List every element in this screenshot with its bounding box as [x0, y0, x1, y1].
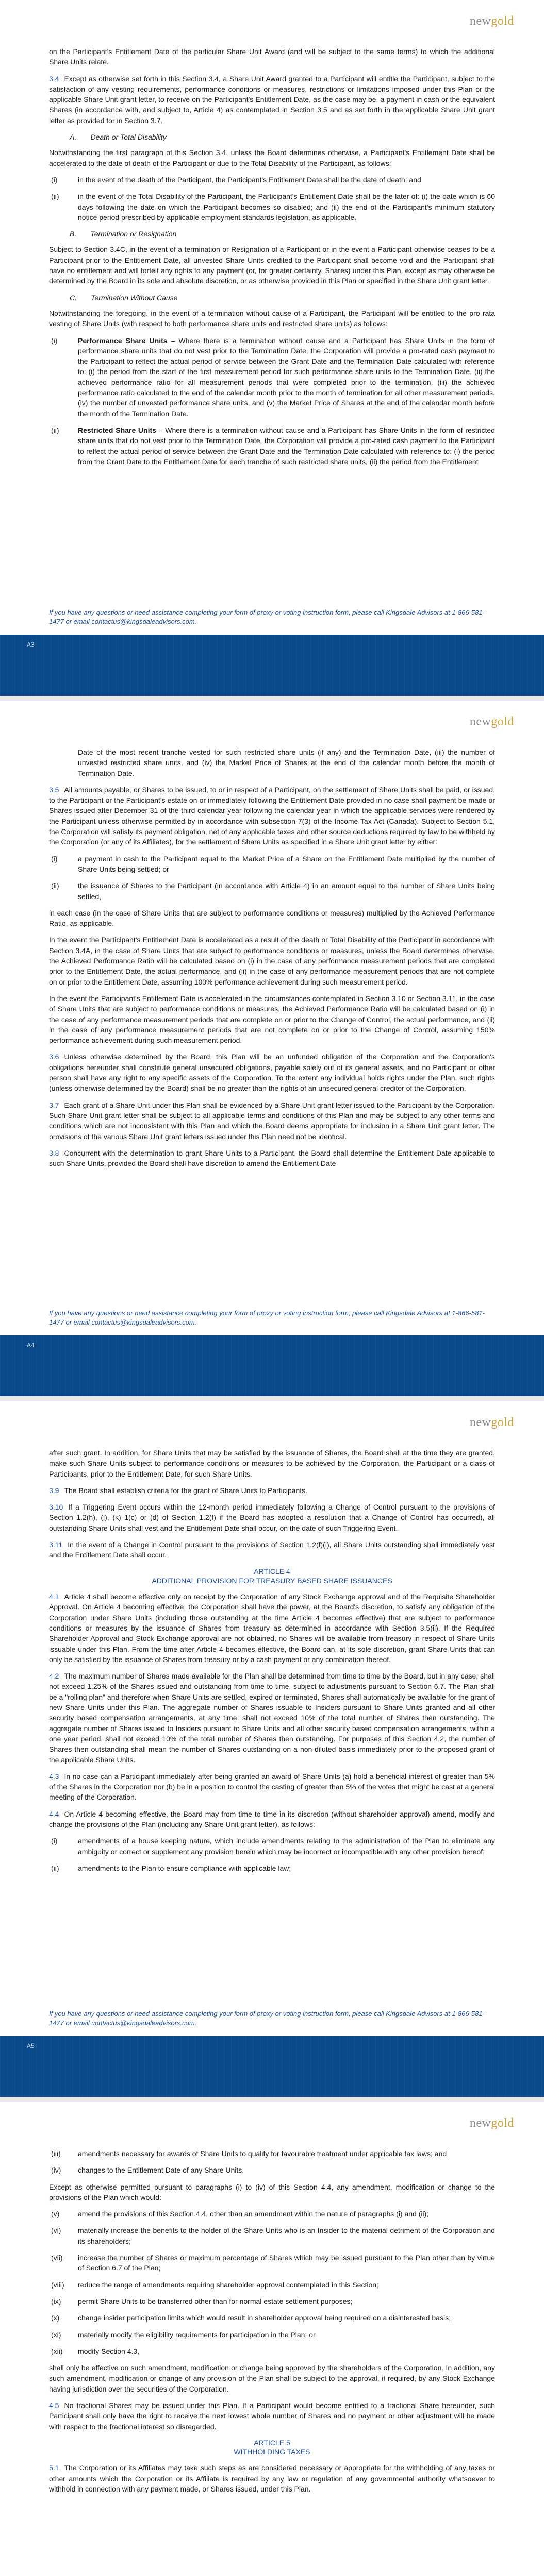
page-number: A4 [27, 1342, 35, 1349]
list-item: (xii) modify Section 4.3, [51, 2347, 140, 2355]
list-item: (v) amend the provisions of this Section 4.4, other than an amendment within the nature of paragraphs (i) and (ii); [51, 2210, 429, 2218]
section-4-1: 4.1 Article 4 shall become effective only on receipt by the Corporation of any Stock Exchange approval and of the Requisite Shareholder Approval. On Article 4 becoming effective, the Corporation shall have the power, at the Board's discretion, to satisfy any obligation of the Corporation under Share Units (including those outstanding at the time Article 4 becomes effective) that are subject to performance conditions or measures by the issuance of Shares from treasury as determined in accordance with Section 3.5(ii). If the Required Shareholder Approval and Stock Exchange approval are not obtained, no Shares will be available from treasury in respect of Share Units issuable under this Plan. From the time after Article 4 becomes effective, the Board can, at its sole discretion, grant Share Units that can only be satisfied by the issuance of Shares from treasury or by a cash payment or any combination thereof. [49, 1592, 495, 1664]
list-item: (i) amendments of a house keeping nature, which include amendments relating to the administration of the Plan to eliminate any ambiguity or correct or supplement any provision herein which may be incorrect or incompatible with any other provision hereof; [51, 1837, 495, 1856]
document-page [0, 701, 544, 1396]
company-logo: newgold [469, 2116, 514, 2130]
section-3-9: 3.9 The Board shall establish criteria for the grant of Share Units to Participants. [49, 1486, 308, 1495]
paragraph: in each case (in the case of Share Units that are subject to performance conditions or measures) multiplied by the Achieved Performance Ratio, as applicable. [49, 908, 495, 928]
page-content [49, 2148, 495, 2500]
help-note: If you have any questions or need assistance completing your form of proxy or voting instruction form, please call Kingsdale Advisors at 1-866-581-1477 or email contactus@kingsdaleadvisors.com. [49, 608, 485, 626]
help-note: If you have any questions or need assistance completing your form of proxy or voting instruction form, please call Kingsdale Advisors at 1-866-581-1477 or email contactus@kingsdaleadvisors.com. [49, 1309, 485, 1327]
list-item: (ii) the issuance of Shares to the Participant (in accordance with Article 4) in an amount equal to the number of Share Units being settled, [51, 882, 495, 901]
list-item: (iv) changes to the Entitlement Date of any Share Units. [51, 2166, 244, 2175]
list-item: (i) a payment in cash to the Participant equal to the Market Price of a Share on the Entitlement Date multiplied by the number of Share Units being settled; or [51, 854, 495, 873]
section-4-5: 4.5 No fractional Shares may be issued under this Plan. If a Participant would become entitled to a fractional Share hereunder, such Participant shall only have the right to receive the next lowest whole number of Shares and no payment or other adjustment will be made with respect to the fractional interest so disregarded. [49, 2401, 495, 2431]
help-note: If you have any questions or need assistance completing your form of proxy or voting instruction form, please call Kingsdale Advisors at 1-866-581-1477 or email contactus@kingsdaleadvisors.com. [49, 2010, 485, 2027]
company-logo: newgold [469, 1416, 514, 1429]
article-heading: ARTICLE 5 WITHHOLDING TAXES [234, 2438, 310, 2456]
list-item: (ix) permit Share Units to be transferred other than for normal estate settlement purposes; [51, 2297, 353, 2306]
subheading: B. Termination or Resignation [70, 230, 177, 239]
list-item: (ii) Restricted Share Units – Where there is a termination without cause and a Participant has Share Units in the form of restricted share units that do not vest prior to the Termination Date, the Corporation will provide a pro-rated cash payment to the Participant to reflect the actual period of service between the Grant Date and the Termination Date calculated with reference to: (i) the period from the Grant Date to the Entitlement Date for each tranche of such restricted share units, (ii) the period from the Entitlement [51, 426, 495, 466]
section-3-11: 3.11 In the event of a Change in Control pursuant to the provisions of Section 1.2(f)(i), all Share Units outstanding shall immediately vest and the Entitlement Date shall occur. [49, 1540, 495, 1560]
paragraph: on the Participant's Entitlement Date of the particular Share Unit Award (and will be subject to the same terms) to which the additional Share Units relate. [49, 47, 495, 66]
section-3-7: 3.7 Each grant of a Share Unit under this Plan shall be evidenced by a Share Unit grant letter issued to the Participant by the Corporation. Such Share Unit grant letter shall be subject to all applicable terms and conditions of this Plan and may be subject to any other terms and conditions which are not inconsistent with this Plan and which the Board deems appropriate for inclusion in a Share Unit grant letter. The provisions of the various Share Unit grant letters issued under this Plan need not be identical. [49, 1100, 495, 1141]
paragraph: after such grant. In addition, for Share Units that may be satisfied by the issuance of Shares, the Board shall at the time they are granted, make such Share Units subject to performance conditions or measures to be achieved by the Corporation, the Participant or a class of Participants, prior to the Entitlement Date, for such Share Units. [49, 1449, 495, 1478]
footer-banner [0, 1335, 544, 1396]
page-content [49, 46, 495, 473]
page-content [49, 747, 495, 1175]
document-page [0, 1401, 544, 2097]
section-4-3: 4.3 In no case can a Participant immediately after being granted an award of Share Units (a) hold a beneficial interest of greater than 5% of the Shares in the Corporation nor (b) be in a position to control the casting of greater than 5% of the votes that might be cast at a general meeting of the Corporation. [49, 1772, 495, 1802]
paragraph: shall only be effective on such amendment, modification or change being approved by the shareholders of the Corporation. In addition, any such amendment, modification or change of any provision of the Plan shall be subject to the approval, if required, by any Stock Exchange having jurisdiction over the securities of the Corporation. [49, 2364, 495, 2393]
list-item: (ii) amendments to the Plan to ensure compliance with applicable law; [51, 1863, 291, 1872]
paragraph: In the event the Participant's Entitlement Date is accelerated as a result of the death or Total Disability of the Participant in accordance with Section 3.4A, in the case of Share Units that are subject to performance conditions or measures, unless the Board determines otherwise, the Achieved Performance Ratio will be calculated based on (i) in the case of any performance measurement periods that are completed prior to the Entitlement Date, the actual performance, and (ii) in the case of any performance measurement periods that are not complete on or prior to the Entitlement Date, assuming 100% performance achievement during such measurement period. [49, 936, 495, 986]
list-item: (iii) amendments necessary for awards of Share Units to qualify for favourable treatment under applicable tax laws; and [51, 2149, 447, 2158]
article-heading: ARTICLE 4 ADDITIONAL PROVISION FOR TREASURY BASED SHARE ISSUANCES [152, 1567, 392, 1585]
company-logo: newgold [469, 14, 514, 28]
footer-banner [0, 2036, 544, 2097]
section-5-1: 5.1 The Corporation or its Affiliates may take such steps as are considered necessary or appropriate for the withholding of any taxes or other amounts which the Corporation or its Affiliate is required by any law or regulation of any governmental authority whatsoever to withhold in connection with any payment made, or Shares issued, under this Plan. [49, 2464, 495, 2493]
list-item: (ii) in the event of the Total Disability of the Participant, the Participant's Entitlement Date shall be the later of: (i) the date which is 60 days following the date on which the Participant becomes so disabled; and (ii) the end of the Participant's minimum statutory notice period prescribed by applicable employment standards legislation, as applicable. [51, 192, 495, 222]
paragraph: In the event the Participant's Entitlement Date is accelerated in the circumstances contemplated in Section 3.10 or Section 3.11, in the case of Share Units that are subject to performance conditions or measures, the Achieved Performance Ratio will be calculated based on (i) in the case of any performance measurement periods that are complete on or prior to the Change of Control, the actual performance, and (ii) in the case of any performance measurement periods that are not complete on or prior to the Change of Control, assuming 150% performance achievement during such measurement period. [49, 994, 495, 1045]
list-item: (xi) materially modify the eligibility requirements for participation in the Plan; or [51, 2330, 316, 2339]
section-3-5: 3.5 All amounts payable, or Shares to be issued, to or in respect of a Participant, on the settlement of Share Units shall be paid, or issued, to the Participant or the Participant's estate on or immediately following the Entitlement Date provided in no case shall payment be made or Shares issued after December 31 of the third calendar year following the calendar year in which the applicable services were rendered by the Participant unless otherwise permitted by in accordance with subsection 7(3) of the Income Tax Act (Canada). Subject to Section 5.1, the Corporation will satisfy its payment obligation, net of any applicable taxes and other source deductions required by law to be withheld by the Corporation (or any of its Affiliates), for the settlement of Share Units as specified in a Share Unit grant letter by either: [49, 785, 495, 846]
list-item: (i) Performance Share Units – Where there is a termination without cause and a Participant has Share Units in the form of performance share units that do not vest prior to the Termination Date, the Corporation will provide a pro-rated cash payment to the Participant to reflect the actual period of service between the Grant Date and the Termination Date calculated with reference to: (i) the period from the start of the first measurement period for such performance share units to the Termination Date, (ii) the achieved performance ratio for all measurement periods that were completed prior to the termination, (iii) the achieved performance ratio calculated to the end of the calendar month prior to the month of termination for all other measurement periods, (iv) the number of unvested performance share units, and (v) the Market Price of Shares at the end of the calendar month before the month of the Termination Date. [51, 336, 495, 418]
paragraph: Notwithstanding the first paragraph of this Section 3.4, unless the Board determines otherwise, a Participant's Entitlement Date shall be accelerated to the date of death of the Participant or due to the Total Disability of the Participant, as follows: [49, 148, 495, 167]
list-item: (i) in the event of the death of the Participant, the Participant's Entitlement Date shall be the date of death; and [51, 175, 421, 184]
section-3-4: 3.4 Except as otherwise set forth in this Section 3.4, a Share Unit Award granted to a Participant will entitle the Participant, subject to the satisfaction of any vesting requirements, performance conditions or measures, restrictions or limitations imposed under this Plan or the applicable Share Unit grant letter, to receive on the Participant's Entitlement Date, as the case may be, a payment in cash or the equivalent Shares (in accordance with, and subject to, Article 4) as contemplated in Section 3.5 and as set forth in the applicable Share Unit grant letter as provided for in Section 3.7. [49, 74, 495, 125]
section-3-8: 3.8 Concurrent with the determination to grant Share Units to a Participant, the Board shall determine the Entitlement Date applicable to such Share Units, provided the Board shall have discretion to amend the Entitlement Date [49, 1148, 495, 1168]
list-item: (vii) increase the number of Shares or maximum percentage of Shares which may be issued pursuant to the Plan other than by virtue of Section 6.7 of the Plan; [51, 2253, 495, 2273]
paragraph: Subject to Section 3.4C, in the event of a termination or Resignation of a Participant or in the event a Participant otherwise ceases to be a Participant prior to the Entitlement Date, all unvested Share Units credited to the Participant shall become void and the Participant shall have no entitlement and will forfeit any rights to any payment (or, for greater certainty, Shares) under this Plan, except as may otherwise be determined by the Board in its sole and absolute discretion, or as otherwise provided in this Plan or specified in the Share Unit grant letter. [49, 245, 495, 285]
document-page [0, 2102, 544, 2576]
subheading: A. Death or Total Disability [70, 133, 167, 142]
paragraph: Except as otherwise permitted pursuant to paragraphs (i) to (iv) of this Section 4.4, any amendment, modification or change to the provisions of the Plan which would: [49, 2182, 495, 2201]
list-item-continued: Date of the most recent tranche vested for such restricted share units (if any) and the Termination Date, (iii) the number of unvested restricted share units, and (iv) the Market Price of Shares at the end of the calendar month before the month of Termination Date. [78, 748, 495, 777]
section-3-6: 3.6 Unless otherwise determined by the Board, this Plan will be an unfunded obligation of the Corporation and the Corporation's obligations hereunder shall constitute general unsecured obligations, payable solely out of its general assets, and no Participant or other person shall have any right to any specific assets of the Corporation. To the extent any individual holds rights under the Plan, such rights (unless otherwise determined by the Board) shall be no greater than the rights of an unsecured general creditor of the Corporation. [49, 1053, 495, 1093]
section-4-2: 4.2 The maximum number of Shares made available for the Plan shall be determined from time to time by the Board, but in any case, shall not exceed 1.25% of the Shares issued and outstanding from time to time, subject to adjustments pursuant to Section 6.7. The Plan shall be a "rolling plan" and therefore when Share Units are settled, expired or terminated, Shares shall automatically be available for the grant of new Share Units under this Plan. The aggregate number of Shares issuable to Insiders pursuant to Share Units granted and all other security based compensation arrangements, at any time, shall not exceed 10% of the total number of Shares then outstanding. The aggregate number of Shares issued to Insiders pursuant to Share Units and all other security based compensation arrangements, within a one year period, shall not exceed 10% of the total number of Shares then outstanding. For purposes of this Section 4.2, the number of Shares then outstanding shall mean the number of Shares outstanding on a non-diluted basis immediately prior to the proposed grant of the applicable Share Units. [49, 1672, 495, 1764]
list-item: (x) change insider participation limits which would result in shareholder approval being required on a disinterested basis; [51, 2314, 451, 2323]
list-item: (viii) reduce the range of amendments requiring shareholder approval contemplated in this Section; [51, 2280, 378, 2289]
section-4-4: 4.4 On Article 4 becoming effective, the Board may from time to time in its discretion (without shareholder approval) amend, modify and change the provisions of the Plan (including any Share Unit grant letter), as follows: [49, 1809, 495, 1828]
paragraph: Notwithstanding the foregoing, in the event of a termination without cause of a Participant, the Participant will be entitled to the pro rata vesting of Share Units (with respect to both performance share units and restricted share units) as follows: [49, 309, 495, 328]
document-page [0, 0, 544, 696]
page-number: A5 [27, 2042, 35, 2049]
section-3-10: 3.10 If a Triggering Event occurs within the 12-month period immediately following a Change of Control pursuant to the provisions of Section 1.2(h), (i), (k) 1(c) or (d) of Section 1.2(f) if the Board has adopted a resolution that a Change of Control has occurred), all outstanding Share Units shall vest and the Entitlement Date shall occur, on the date of such Triggering Event. [49, 1503, 495, 1532]
list-item: (vi) materially increase the benefits to the holder of the Share Units who is an Insider to the material detriment of the Corporation and its shareholders; [51, 2226, 495, 2245]
page-content [49, 1448, 495, 1879]
footer-banner [0, 635, 544, 696]
page-number: A3 [27, 641, 35, 648]
subheading: C. Termination Without Cause [70, 293, 178, 302]
company-logo: newgold [469, 715, 514, 728]
